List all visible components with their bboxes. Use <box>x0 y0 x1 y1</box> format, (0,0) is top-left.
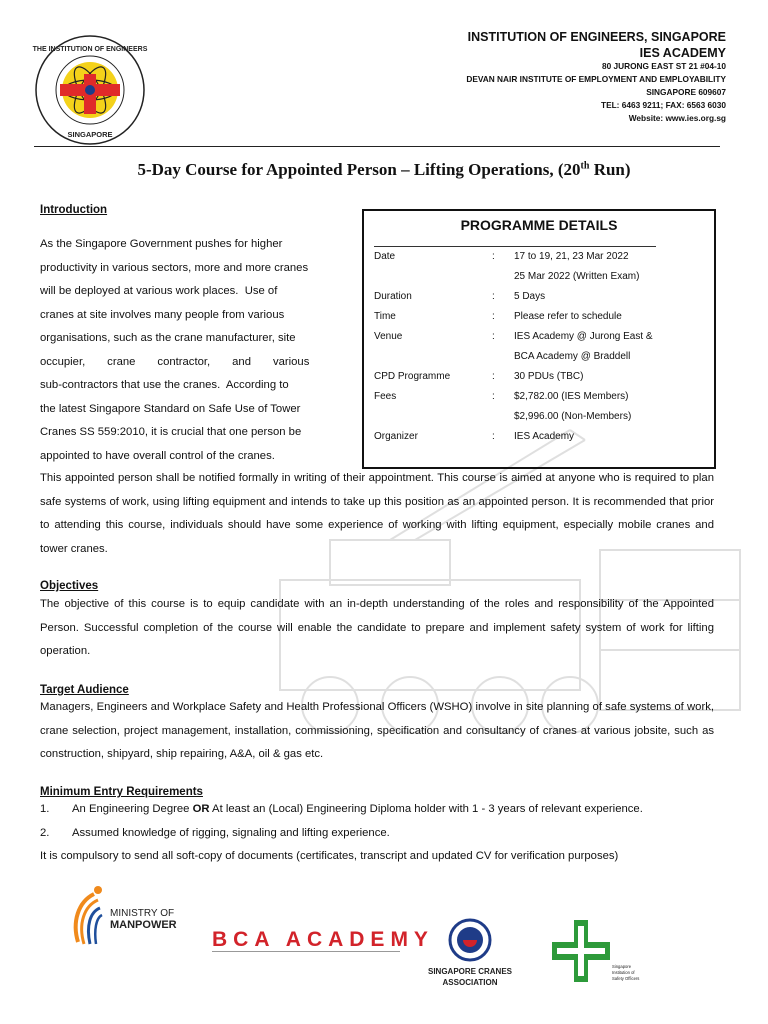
mom-line-1: MINISTRY OF <box>110 908 175 919</box>
introduction-line: Cranes SS 559:2010, it is crucial that one person be <box>40 426 302 438</box>
sisc-line-1: Singapore <box>612 964 632 969</box>
introduction-line: sub-contractors that use the cranes. According to <box>40 379 289 391</box>
bca-underline <box>212 951 400 952</box>
address-line-1: 80 JURONG EAST ST 21 #04-10 <box>601 61 726 71</box>
programme-row-colon: : <box>492 431 495 442</box>
programme-row-value: $2,996.00 (Non-Members) <box>514 411 632 422</box>
introduction-line: organisations, such as the crane manufacturer, site <box>40 332 296 344</box>
academy-name: IES ACADEMY <box>639 46 726 60</box>
title-sup: th <box>580 160 590 172</box>
introduction-line: As the Singapore Government pushes for higher <box>40 238 283 250</box>
objectives-text: The objective of this course is to equip candidate with an in-depth understanding of the roles and responsibility of the Appointed Person. Successful completion of the course will enable the candidate to prepare and implement safety system of work for lifting operation. <box>40 598 714 657</box>
siso-logo <box>552 918 640 988</box>
address-line-3: SINGAPORE 609607 <box>646 87 726 97</box>
requirement-text-post: At least an (Local) Engineering Diploma holder with 1 - 3 years of relevant experience. <box>209 803 643 815</box>
programme-row-label: Organizer <box>374 431 418 442</box>
introduction-text <box>40 233 336 468</box>
logo-text-top: THE INSTITUTION OF ENGINEERS <box>32 46 148 53</box>
programme-row-label: Duration <box>374 291 412 302</box>
requirement-text-pre: Assumed knowledge of rigging, signaling and lifting experience. <box>72 826 390 839</box>
institution-name: INSTITUTION OF ENGINEERS, SINGAPORE <box>467 30 726 44</box>
programme-row-colon: : <box>492 391 495 402</box>
programme-row-colon: : <box>492 311 495 322</box>
audience-heading: Target Audience <box>40 684 129 696</box>
requirement-item <box>40 822 720 846</box>
programme-row-value: 30 PDUs (TBC) <box>514 371 584 382</box>
header-divider <box>34 146 720 147</box>
requirement-item <box>40 798 720 822</box>
programme-row-value: IES Academy @ Jurong East & <box>514 331 653 342</box>
requirement-text <box>72 822 390 846</box>
sca-line-1: SINGAPORE CRANES <box>427 967 513 976</box>
logo-text-bottom: SINGAPORE <box>67 130 113 139</box>
programme-row-value: 25 Mar 2022 (Written Exam) <box>514 271 640 282</box>
title-end: Run) <box>589 160 631 179</box>
requirement-number: 1. <box>40 803 50 815</box>
programme-row-label: CPD Programme <box>374 371 451 382</box>
introduction-line: will be deployed at various work places. Use of <box>40 285 278 297</box>
programme-row-label: Time <box>374 311 396 322</box>
programme-row-label: Date <box>374 251 396 262</box>
programme-row-colon: : <box>492 331 495 342</box>
contact-phone: TEL: 6463 9211; FAX: 6563 6030 <box>601 100 726 110</box>
programme-row-value: 5 Days <box>514 291 546 302</box>
sisc-line-2: Institution of <box>612 970 635 975</box>
introduction-line: occupier, crane contractor, and various <box>40 355 310 368</box>
objectives-heading: Objectives <box>40 580 99 592</box>
programme-row-label: Venue <box>374 331 403 342</box>
programme-details-box <box>362 209 716 469</box>
sisc-line-3: Safety Officers <box>612 976 640 981</box>
introduction-heading: Introduction <box>40 204 108 216</box>
requirement-text-pre: An Engineering Degree <box>72 803 193 815</box>
institution-header <box>306 30 726 125</box>
ies-logo <box>34 34 146 146</box>
title-main: 5-Day Course for Appointed Person – Lifting Operations, (20 <box>137 160 581 179</box>
requirement-number: 2. <box>40 826 50 839</box>
singapore-cranes-association-logo <box>420 918 520 990</box>
ministry-of-manpower-logo <box>68 882 188 952</box>
requirement-text-bold: OR <box>192 803 210 815</box>
introduction-continued: This appointed person shall be notified formally in writing of their appointment. This course is aimed at anyone who is required to plan safe systems of work, using lifting equipment and intends to take up this position as an appointed person. It is recommended that prior to attending this course, individuals should have some experience of working with lifting equipment, especially mobile cranes and tower cranes. <box>40 472 714 555</box>
introduction-line: productivity in various sectors, more and more cranes <box>40 261 309 274</box>
address-line-2: DEVAN NAIR INSTITUTE OF EMPLOYMENT AND EMPLOYABILITY <box>466 74 726 84</box>
introduction-line: the latest Singapore Standard on Safe Use of Tower <box>40 402 301 415</box>
requirements-note: It is compulsory to send all soft-copy of documents (certificates, transcript and updated CV for verification purposes) <box>40 850 619 862</box>
programme-row-value: BCA Academy @ Braddell <box>514 351 631 362</box>
requirements-heading: Minimum Entry Requirements <box>40 786 203 798</box>
programme-row-value: 17 to 19, 21, 23 Mar 2022 <box>514 251 629 262</box>
sca-line-2: ASSOCIATION <box>442 978 498 987</box>
website-link[interactable]: Website: www.ies.org.sg <box>628 113 726 123</box>
requirement-text <box>72 798 643 822</box>
programme-heading: PROGRAMME DETAILS <box>460 217 618 233</box>
programme-row-label: Fees <box>374 391 397 402</box>
programme-row-colon: : <box>492 371 495 382</box>
programme-row-colon: : <box>492 291 495 302</box>
mom-line-2: MANPOWER <box>110 919 177 931</box>
programme-row-colon: : <box>492 251 495 262</box>
audience-text: Managers, Engineers and Workplace Safety and Health Professional Officers (WSHO) involve in site planning of safe systems of work, crane selection, project management, installation, commissioning, specification and consultancy of cranes at various jobsite, such as construction, shipyard, ship repairing, A&A, oil & gas etc. <box>40 701 714 760</box>
page-title <box>0 160 768 180</box>
requirements-list <box>40 798 720 845</box>
programme-row-value: $2,782.00 (IES Members) <box>514 391 629 402</box>
programme-row-value: Please refer to schedule <box>514 311 622 322</box>
bca-academy-logo: BCA ACADEMY <box>212 928 434 951</box>
introduction-line: cranes at site involves many people from various <box>40 308 285 321</box>
introduction-line: appointed to have overall control of the cranes. <box>40 449 275 462</box>
programme-row-value: IES Academy <box>514 431 575 442</box>
